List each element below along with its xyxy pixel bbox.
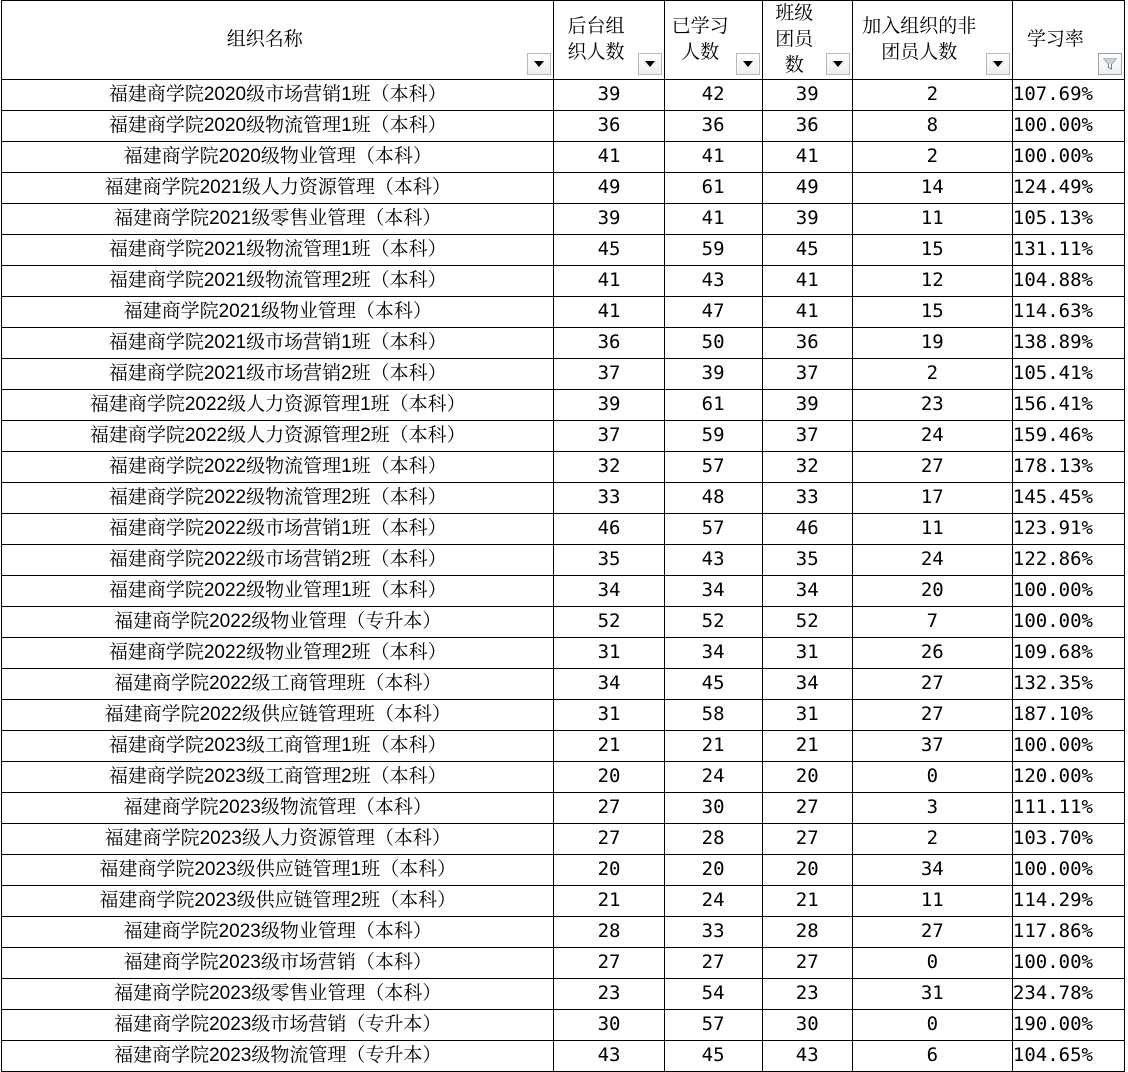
cell-organization-name: 福建商学院2022级物流管理2班（本科） [2, 483, 554, 514]
cell-study-rate: 111.11% [1012, 793, 1124, 824]
cell-organization-name: 福建商学院2021级物流管理1班（本科） [2, 235, 554, 266]
table-row[interactable] [2, 855, 1125, 886]
cell-organization-name: 福建商学院2022级工商管理班（本科） [2, 669, 554, 700]
cell-study-rate: 138.89% [1012, 328, 1124, 359]
cell-backend-count: 39 [554, 204, 664, 235]
cell-nonmember-count: 14 [852, 173, 1012, 204]
cell-class-members: 20 [762, 762, 852, 793]
filter-dropdown-icon-nonmember-count[interactable] [986, 53, 1010, 75]
cell-backend-count: 52 [554, 607, 664, 638]
cell-organization-name: 福建商学院2023级零售业管理（本科） [2, 979, 554, 1010]
cell-class-members: 27 [762, 948, 852, 979]
table-row[interactable] [2, 142, 1125, 173]
cell-study-rate: 100.00% [1012, 731, 1124, 762]
cell-studied-count: 47 [664, 297, 762, 328]
column-header-class-members[interactable] [762, 1, 852, 80]
cell-nonmember-count: 3 [852, 793, 1012, 824]
header-label-study-rate: 学习率 [1026, 29, 1084, 50]
cell-studied-count: 21 [664, 731, 762, 762]
cell-class-members: 41 [762, 266, 852, 297]
cell-class-members: 45 [762, 235, 852, 266]
cell-studied-count: 59 [664, 421, 762, 452]
cell-class-members: 34 [762, 576, 852, 607]
cell-organization-name: 福建商学院2021级物业管理（本科） [2, 297, 554, 328]
cell-organization-name: 福建商学院2022级物业管理2班（本科） [2, 638, 554, 669]
cell-backend-count: 34 [554, 576, 664, 607]
cell-studied-count: 28 [664, 824, 762, 855]
cell-backend-count: 49 [554, 173, 664, 204]
cell-backend-count: 31 [554, 638, 664, 669]
cell-backend-count: 36 [554, 328, 664, 359]
cell-backend-count: 20 [554, 762, 664, 793]
cell-organization-name: 福建商学院2023级人力资源管理（本科） [2, 824, 554, 855]
cell-organization-name: 福建商学院2021级人力资源管理（本科） [2, 173, 554, 204]
cell-backend-count: 39 [554, 390, 664, 421]
cell-study-rate: 145.45% [1012, 483, 1124, 514]
cell-class-members: 28 [762, 917, 852, 948]
cell-class-members: 36 [762, 111, 852, 142]
cell-studied-count: 57 [664, 452, 762, 483]
cell-nonmember-count: 0 [852, 762, 1012, 793]
cell-studied-count: 54 [664, 979, 762, 1010]
cell-studied-count: 43 [664, 545, 762, 576]
cell-organization-name: 福建商学院2023级物流管理（专升本） [2, 1041, 554, 1072]
cell-organization-name: 福建商学院2023级市场营销（本科） [2, 948, 554, 979]
table-row[interactable] [2, 669, 1125, 700]
cell-study-rate: 159.46% [1012, 421, 1124, 452]
header-label-class-members: 班级团员数 [775, 3, 814, 76]
cell-studied-count: 24 [664, 886, 762, 917]
table-row[interactable] [2, 80, 1125, 111]
table-body [2, 80, 1125, 1072]
cell-study-rate: 100.00% [1012, 111, 1124, 142]
cell-backend-count: 37 [554, 421, 664, 452]
cell-backend-count: 31 [554, 700, 664, 731]
cell-nonmember-count: 2 [852, 142, 1012, 173]
table-row[interactable] [2, 514, 1125, 545]
cell-nonmember-count: 6 [852, 1041, 1012, 1072]
cell-backend-count: 37 [554, 359, 664, 390]
table-row[interactable] [2, 359, 1125, 390]
cell-nonmember-count: 27 [852, 700, 1012, 731]
cell-studied-count: 39 [664, 359, 762, 390]
cell-studied-count: 34 [664, 638, 762, 669]
table-row[interactable] [2, 1041, 1125, 1072]
cell-nonmember-count: 19 [852, 328, 1012, 359]
cell-studied-count: 43 [664, 266, 762, 297]
column-header-organization-name[interactable] [2, 1, 554, 80]
cell-organization-name: 福建商学院2022级物业管理1班（本科） [2, 576, 554, 607]
cell-study-rate: 103.70% [1012, 824, 1124, 855]
cell-study-rate: 105.41% [1012, 359, 1124, 390]
cell-nonmember-count: 26 [852, 638, 1012, 669]
cell-nonmember-count: 7 [852, 607, 1012, 638]
column-header-study-rate[interactable] [1012, 1, 1124, 80]
cell-study-rate: 104.65% [1012, 1041, 1124, 1072]
cell-study-rate: 131.11% [1012, 235, 1124, 266]
cell-studied-count: 27 [664, 948, 762, 979]
cell-nonmember-count: 34 [852, 855, 1012, 886]
cell-nonmember-count: 2 [852, 359, 1012, 390]
table-row[interactable] [2, 576, 1125, 607]
cell-class-members: 23 [762, 979, 852, 1010]
cell-study-rate: 132.35% [1012, 669, 1124, 700]
cell-class-members: 32 [762, 452, 852, 483]
table-row[interactable] [2, 421, 1125, 452]
table-row[interactable] [2, 545, 1125, 576]
cell-class-members: 43 [762, 1041, 852, 1072]
header-row [2, 1, 1125, 80]
cell-nonmember-count: 12 [852, 266, 1012, 297]
data-table [1, 0, 1125, 1072]
cell-organization-name: 福建商学院2022级物流管理1班（本科） [2, 452, 554, 483]
cell-studied-count: 57 [664, 1010, 762, 1041]
cell-nonmember-count: 27 [852, 452, 1012, 483]
cell-backend-count: 23 [554, 979, 664, 1010]
table-row[interactable] [2, 948, 1125, 979]
filter-dropdown-icon-studied-count[interactable] [736, 53, 760, 75]
cell-nonmember-count: 11 [852, 886, 1012, 917]
cell-class-members: 34 [762, 669, 852, 700]
cell-study-rate: 124.49% [1012, 173, 1124, 204]
cell-studied-count: 48 [664, 483, 762, 514]
cell-study-rate: 190.00% [1012, 1010, 1124, 1041]
cell-backend-count: 35 [554, 545, 664, 576]
cell-study-rate: 114.63% [1012, 297, 1124, 328]
table-row[interactable] [2, 762, 1125, 793]
cell-nonmember-count: 0 [852, 948, 1012, 979]
cell-studied-count: 24 [664, 762, 762, 793]
table-row[interactable] [2, 979, 1125, 1010]
filter-dropdown-icon-organization-name[interactable] [527, 53, 551, 75]
cell-class-members: 33 [762, 483, 852, 514]
cell-class-members: 46 [762, 514, 852, 545]
column-header-backend-count[interactable] [554, 1, 664, 80]
cell-study-rate: 122.86% [1012, 545, 1124, 576]
cell-class-members: 36 [762, 328, 852, 359]
cell-class-members: 37 [762, 359, 852, 390]
cell-studied-count: 58 [664, 700, 762, 731]
cell-organization-name: 福建商学院2023级物业管理（本科） [2, 917, 554, 948]
cell-nonmember-count: 24 [852, 421, 1012, 452]
table-row[interactable] [2, 204, 1125, 235]
table-row[interactable] [2, 452, 1125, 483]
cell-study-rate: 105.13% [1012, 204, 1124, 235]
cell-nonmember-count: 17 [852, 483, 1012, 514]
header-label-backend-count: 后台组织人数 [567, 16, 625, 63]
cell-study-rate: 120.00% [1012, 762, 1124, 793]
cell-organization-name: 福建商学院2022级人力资源管理1班（本科） [2, 390, 554, 421]
table-row[interactable] [2, 483, 1125, 514]
cell-nonmember-count: 15 [852, 297, 1012, 328]
table-header [2, 1, 1125, 80]
cell-nonmember-count: 2 [852, 824, 1012, 855]
cell-studied-count: 45 [664, 1041, 762, 1072]
cell-backend-count: 32 [554, 452, 664, 483]
cell-studied-count: 59 [664, 235, 762, 266]
cell-studied-count: 50 [664, 328, 762, 359]
cell-study-rate: 100.00% [1012, 948, 1124, 979]
cell-class-members: 41 [762, 142, 852, 173]
cell-backend-count: 36 [554, 111, 664, 142]
cell-organization-name: 福建商学院2022级市场营销1班（本科） [2, 514, 554, 545]
cell-nonmember-count: 8 [852, 111, 1012, 142]
cell-study-rate: 178.13% [1012, 452, 1124, 483]
cell-backend-count: 30 [554, 1010, 664, 1041]
filter-applied-icon-study-rate[interactable] [1098, 53, 1122, 75]
cell-organization-name: 福建商学院2023级工商管理1班（本科） [2, 731, 554, 762]
table-row[interactable] [2, 297, 1125, 328]
table-row[interactable] [2, 607, 1125, 638]
cell-study-rate: 100.00% [1012, 855, 1124, 886]
cell-backend-count: 46 [554, 514, 664, 545]
cell-nonmember-count: 2 [852, 80, 1012, 111]
header-label-studied-count: 已学习人数 [671, 16, 729, 63]
cell-class-members: 39 [762, 80, 852, 111]
cell-backend-count: 27 [554, 793, 664, 824]
cell-organization-name: 福建商学院2022级供应链管理班（本科） [2, 700, 554, 731]
cell-study-rate: 234.78% [1012, 979, 1124, 1010]
cell-studied-count: 57 [664, 514, 762, 545]
cell-class-members: 41 [762, 297, 852, 328]
table-row[interactable] [2, 793, 1125, 824]
cell-class-members: 37 [762, 421, 852, 452]
cell-class-members: 49 [762, 173, 852, 204]
cell-backend-count: 28 [554, 917, 664, 948]
cell-backend-count: 21 [554, 731, 664, 762]
cell-nonmember-count: 11 [852, 204, 1012, 235]
table-row[interactable] [2, 886, 1125, 917]
cell-backend-count: 27 [554, 948, 664, 979]
cell-organization-name: 福建商学院2022级物业管理（专升本） [2, 607, 554, 638]
cell-study-rate: 114.29% [1012, 886, 1124, 917]
cell-class-members: 52 [762, 607, 852, 638]
table-row[interactable] [2, 235, 1125, 266]
cell-organization-name: 福建商学院2021级零售业管理（本科） [2, 204, 554, 235]
cell-studied-count: 42 [664, 80, 762, 111]
cell-nonmember-count: 0 [852, 1010, 1012, 1041]
cell-organization-name: 福建商学院2020级物流管理1班（本科） [2, 111, 554, 142]
cell-studied-count: 34 [664, 576, 762, 607]
cell-study-rate: 100.00% [1012, 142, 1124, 173]
table-row[interactable] [2, 731, 1125, 762]
table-row[interactable] [2, 328, 1125, 359]
cell-backend-count: 43 [554, 1041, 664, 1072]
cell-nonmember-count: 31 [852, 979, 1012, 1010]
cell-class-members: 21 [762, 886, 852, 917]
cell-study-rate: 104.88% [1012, 266, 1124, 297]
cell-study-rate: 156.41% [1012, 390, 1124, 421]
cell-backend-count: 41 [554, 266, 664, 297]
cell-class-members: 31 [762, 700, 852, 731]
cell-backend-count: 27 [554, 824, 664, 855]
cell-studied-count: 33 [664, 917, 762, 948]
cell-organization-name: 福建商学院2020级市场营销1班（本科） [2, 80, 554, 111]
column-header-studied-count[interactable] [664, 1, 762, 80]
table-row[interactable] [2, 917, 1125, 948]
cell-organization-name: 福建商学院2020级物业管理（本科） [2, 142, 554, 173]
cell-class-members: 20 [762, 855, 852, 886]
cell-backend-count: 41 [554, 297, 664, 328]
cell-organization-name: 福建商学院2021级市场营销1班（本科） [2, 328, 554, 359]
table-row[interactable] [2, 638, 1125, 669]
cell-studied-count: 61 [664, 173, 762, 204]
cell-organization-name: 福建商学院2022级人力资源管理2班（本科） [2, 421, 554, 452]
table-row[interactable] [2, 173, 1125, 204]
cell-backend-count: 34 [554, 669, 664, 700]
cell-study-rate: 187.10% [1012, 700, 1124, 731]
header-label-nonmember-count: 加入组织的非团员人数 [862, 16, 977, 63]
cell-class-members: 27 [762, 793, 852, 824]
cell-organization-name: 福建商学院2023级供应链管理2班（本科） [2, 886, 554, 917]
cell-nonmember-count: 11 [852, 514, 1012, 545]
cell-studied-count: 61 [664, 390, 762, 421]
column-header-nonmember-count[interactable] [852, 1, 1012, 80]
cell-nonmember-count: 27 [852, 669, 1012, 700]
cell-organization-name: 福建商学院2021级物流管理2班（本科） [2, 266, 554, 297]
filter-dropdown-icon-backend-count[interactable] [638, 53, 662, 75]
cell-class-members: 39 [762, 390, 852, 421]
cell-studied-count: 30 [664, 793, 762, 824]
cell-studied-count: 52 [664, 607, 762, 638]
cell-nonmember-count: 37 [852, 731, 1012, 762]
cell-class-members: 31 [762, 638, 852, 669]
table-row[interactable] [2, 390, 1125, 421]
cell-organization-name: 福建商学院2021级市场营销2班（本科） [2, 359, 554, 390]
cell-nonmember-count: 15 [852, 235, 1012, 266]
cell-organization-name: 福建商学院2023级市场营销（专升本） [2, 1010, 554, 1041]
cell-studied-count: 41 [664, 142, 762, 173]
cell-organization-name: 福建商学院2022级市场营销2班（本科） [2, 545, 554, 576]
cell-class-members: 27 [762, 824, 852, 855]
cell-organization-name: 福建商学院2023级工商管理2班（本科） [2, 762, 554, 793]
filter-dropdown-icon-class-members[interactable] [826, 53, 850, 75]
table-row[interactable] [2, 700, 1125, 731]
cell-class-members: 30 [762, 1010, 852, 1041]
cell-nonmember-count: 20 [852, 576, 1012, 607]
cell-backend-count: 20 [554, 855, 664, 886]
cell-class-members: 21 [762, 731, 852, 762]
cell-backend-count: 45 [554, 235, 664, 266]
cell-organization-name: 福建商学院2023级物流管理（本科） [2, 793, 554, 824]
cell-organization-name: 福建商学院2023级供应链管理1班（本科） [2, 855, 554, 886]
cell-studied-count: 45 [664, 669, 762, 700]
cell-studied-count: 36 [664, 111, 762, 142]
cell-study-rate: 107.69% [1012, 80, 1124, 111]
cell-study-rate: 117.86% [1012, 917, 1124, 948]
cell-backend-count: 21 [554, 886, 664, 917]
table-row[interactable] [2, 111, 1125, 142]
cell-nonmember-count: 24 [852, 545, 1012, 576]
cell-study-rate: 123.91% [1012, 514, 1124, 545]
cell-nonmember-count: 23 [852, 390, 1012, 421]
table-row[interactable] [2, 824, 1125, 855]
cell-studied-count: 20 [664, 855, 762, 886]
cell-class-members: 35 [762, 545, 852, 576]
cell-backend-count: 33 [554, 483, 664, 514]
table-row[interactable] [2, 266, 1125, 297]
cell-study-rate: 100.00% [1012, 607, 1124, 638]
table-row[interactable] [2, 1010, 1125, 1041]
cell-backend-count: 39 [554, 80, 664, 111]
header-label-organization-name: 组织名称 [226, 29, 303, 50]
cell-backend-count: 41 [554, 142, 664, 173]
cell-study-rate: 109.68% [1012, 638, 1124, 669]
cell-study-rate: 100.00% [1012, 576, 1124, 607]
cell-class-members: 39 [762, 204, 852, 235]
cell-nonmember-count: 27 [852, 917, 1012, 948]
cell-studied-count: 41 [664, 204, 762, 235]
